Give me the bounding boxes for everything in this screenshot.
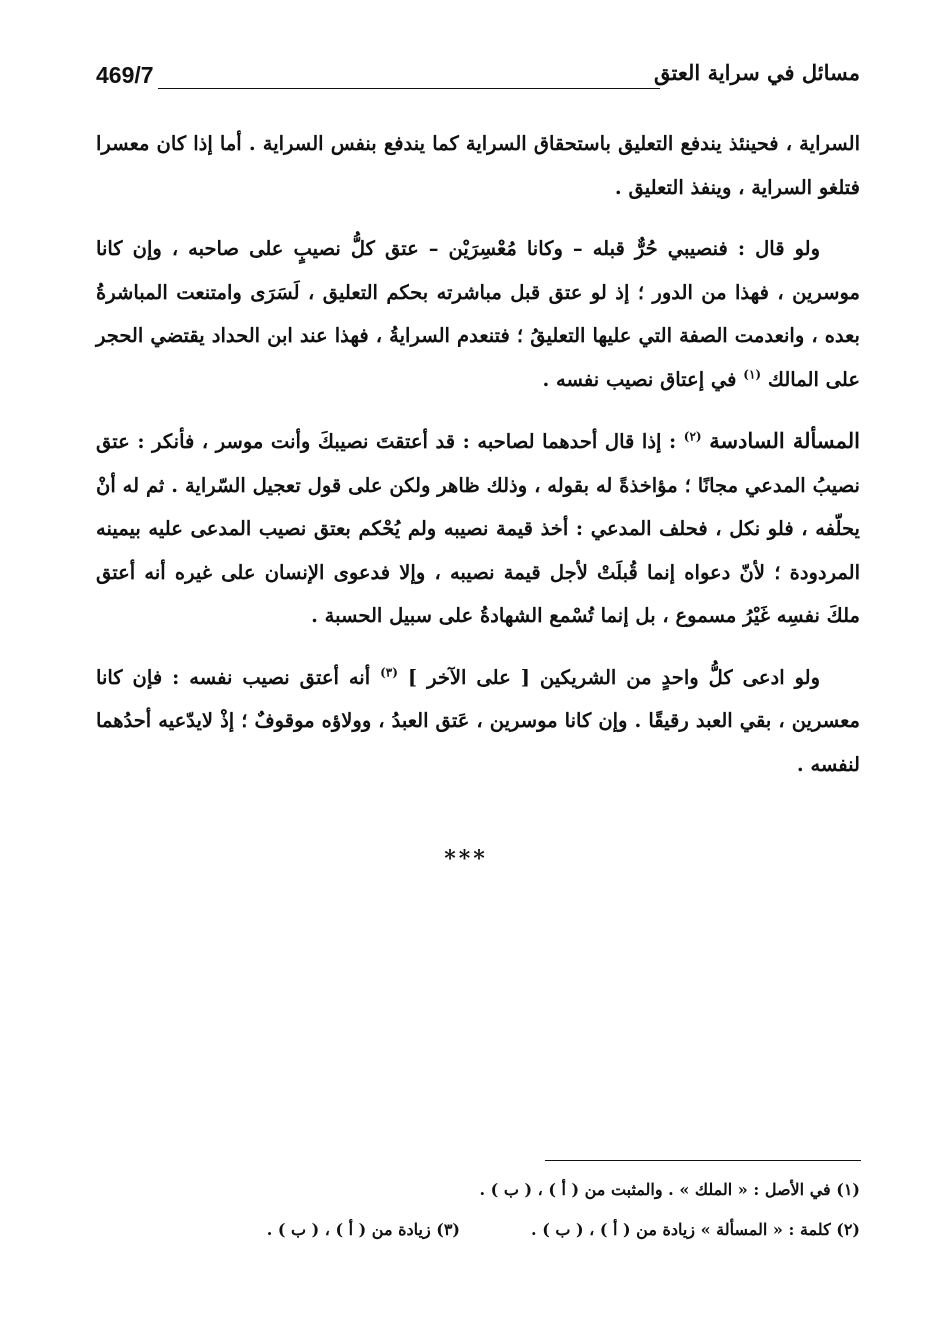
running-header bbox=[96, 58, 860, 98]
footnote-1: (١) في الأصل : « الملك » . والمثبت من ( أ ) ، ( ب ) . bbox=[479, 1180, 860, 1199]
footnote-line-1 bbox=[96, 1180, 860, 1220]
paragraph-1 bbox=[96, 122, 860, 209]
page-number: 469/7 bbox=[96, 62, 154, 88]
header-rule bbox=[158, 88, 660, 89]
paragraph-2-text-b: في إعتاق نصيب نفسه . bbox=[542, 367, 737, 391]
paragraph-2 bbox=[96, 227, 860, 401]
footnote-line-2 bbox=[96, 1220, 860, 1260]
running-title: مسائل في سراية العتق bbox=[654, 60, 860, 85]
paragraph-4 bbox=[96, 656, 860, 787]
footnote-3: (٣) زيادة من ( أ ) ، ( ب ) . bbox=[266, 1220, 460, 1239]
footnotes bbox=[96, 1180, 860, 1260]
paragraph-2-text-a: ولو قال : فنصيبي حُرٌّ قبله – وكانا مُعْسِرَيْن – عتق كلُّ نصيبٍ على صاحبه ، وإن كانا موسرين ، فهذا من الدور ؛ إذ لو عتق قبل مباشرته بحكم التعليق ، لَسَرَى وامتنعت المباشرةُ بعده ، وانعدمت الصفة التي عليها التعليقُ ؛ فتنعدم السرايةُ ، فهذا عند ابن الحداد يقتضي الحجر على المالك bbox=[96, 237, 860, 391]
body-text bbox=[96, 122, 860, 804]
paragraph-3-text: : إذا قال أحدهما لصاحبه : قد أعتقتَ نصيبكَ وأنت موسر ، فأنكر : عتق نصيبُ المدعي مجانًا ؛ مؤاخذةً له بقوله ، وذلك ظاهر ولكن على قول تعجيل السّراية . ثم له أنْ يحلّفه ، فلو نكل ، فحلف المدعي : أخذ قيمة نصيبه ولم يُحْكم بعتق نصيب المدعى عليه بيمينه المردودة ؛ لأنّ دعواه إنما قُبلَتْ لأجل قيمة نصيبه ، وإلا فدعوى الإنسان على غيره أنه أعتق ملكَ نفسِه غَيْرُ مسموع ، بل إنما تُسْمع الشهادةُ على سبيل الحسبة . bbox=[96, 430, 860, 627]
footnote-ref-1: (١) bbox=[743, 367, 762, 381]
footnote-ref-2: (٢) bbox=[683, 429, 702, 444]
footnote-2: (٢) كلمة : « المسألة » زيادة من ( أ ) ، ( ب ) . bbox=[531, 1220, 860, 1239]
paragraph-3 bbox=[96, 419, 860, 638]
section-separator: *** bbox=[444, 846, 488, 872]
footnote-rule bbox=[545, 1160, 861, 1161]
paragraph-4-text-a: ولو ادعى كلُّ واحدٍ من الشريكين [ على الآخر ] bbox=[407, 665, 821, 689]
paragraph-1-text: السراية ، فحينئذ يندفع التعليق باستحقاق السراية كما يندفع بنفس السراية . أما إذا كان معسرا فتلغو السراية ، وينفذ التعليق . bbox=[96, 132, 860, 199]
footnote-ref-3: (٣) bbox=[380, 665, 398, 679]
section-heading: المسألة السادسة bbox=[709, 428, 861, 453]
paragraph-4-text-b: أنه أعتق نصيب نفسه : فإن كانا معسرين ، بقي العبد رقيقًا . وإن كانا موسرين ، عَتق العبدُ ، وولاؤه موقوفٌ ؛ إذْ لايدّعيه أحدُهما لنفسه . bbox=[96, 665, 860, 776]
